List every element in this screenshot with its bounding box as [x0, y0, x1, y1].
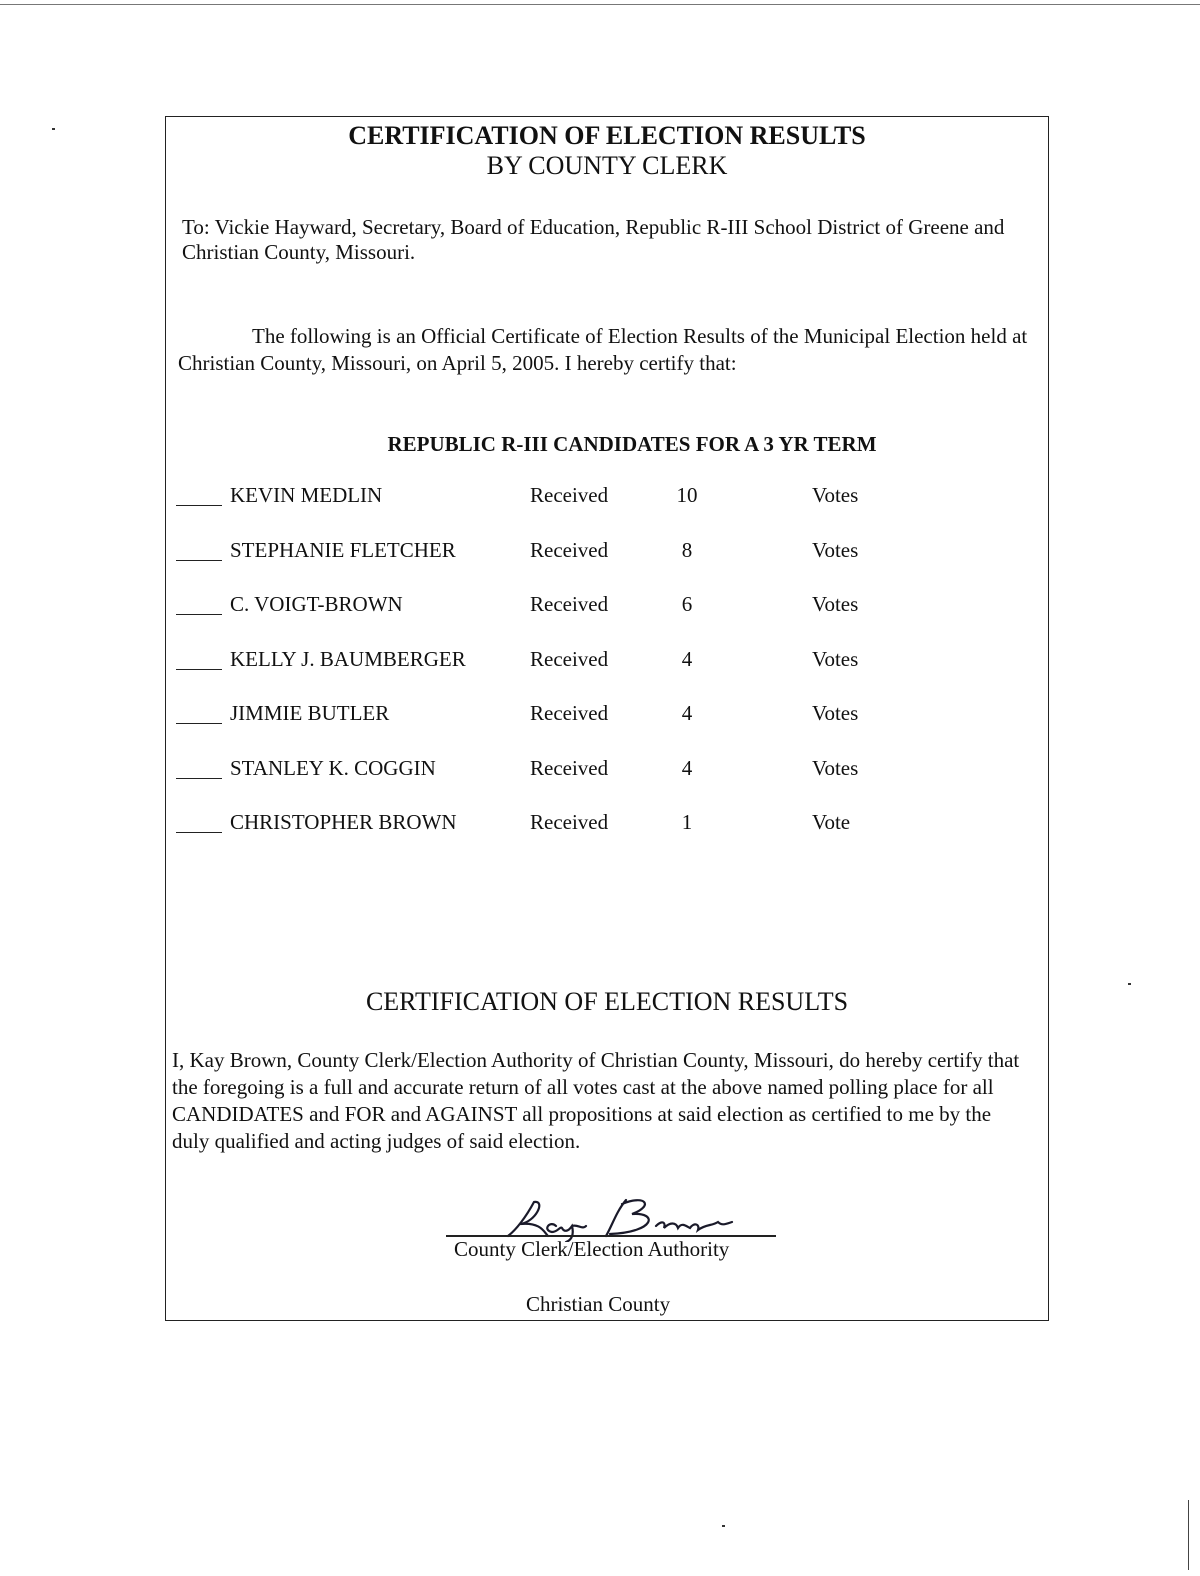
section-heading: REPUBLIC R-III CANDIDATES FOR A 3 YR TERM — [387, 432, 877, 456]
vote-unit: Votes — [812, 483, 859, 507]
vote-count: 4 — [681, 701, 693, 725]
vote-unit: Votes — [812, 646, 859, 671]
vote-count: 8 — [681, 537, 693, 562]
signature-caption: County Clerk/Election Authority — [454, 1237, 730, 1261]
candidate-name: CHRISTOPHER BROWN — [230, 810, 457, 834]
document-title: CERTIFICATION OF ELECTION RESULTS — [348, 121, 866, 150]
scan-speck — [722, 1525, 725, 1527]
received-label: Received — [530, 592, 609, 616]
check-blank — [176, 592, 222, 615]
certification-body: I, Kay Brown, County Clerk/Election Authority of Christian County, Missouri, do hereby certify that the foregoing is a full and accurate return of all votes cast at the above named polling place for all CANDIDATES and FOR and AGAINST all propositions at said election as certified to me by the duly qualified and acting judges of said election. — [172, 1048, 1020, 1153]
right-edge-mark — [1188, 1500, 1189, 1570]
addressee: To: Vickie Hayward, Secretary, Board of Education, Republic R-III School District of Greene and Christian County, Missouri. — [182, 215, 1005, 264]
candidate-row — [176, 756, 1036, 811]
received-label: Received — [530, 701, 609, 725]
check-blank — [176, 701, 222, 724]
vote-count: 1 — [681, 810, 693, 834]
candidate-name: C. VOIGT-BROWN — [230, 592, 403, 616]
top-border-line — [0, 4, 1200, 5]
vote-unit: Votes — [812, 755, 859, 780]
candidate-row — [176, 483, 1036, 538]
vote-unit: Vote — [812, 810, 851, 834]
check-blank — [176, 647, 222, 670]
vote-count: 4 — [681, 755, 693, 780]
vote-count: 4 — [681, 646, 693, 671]
received-label: Received — [530, 755, 609, 780]
check-blank — [176, 483, 222, 506]
county-name: Christian County — [526, 1292, 671, 1316]
document-subtitle: BY COUNTY CLERK — [486, 151, 728, 180]
vote-count: 10 — [676, 483, 698, 507]
check-blank — [176, 538, 222, 561]
scan-speck — [52, 128, 55, 130]
intro-paragraph: The following is an Official Certificate of Election Results of the Municipal Election held at Christian County, Missouri, on April 5, 2005. I hereby certify that: — [178, 324, 1028, 375]
candidate-list — [176, 483, 1036, 865]
certification-heading: CERTIFICATION OF ELECTION RESULTS — [365, 987, 849, 1016]
candidate-name: KELLY J. BAUMBERGER — [230, 646, 466, 671]
certificate-box — [165, 116, 1049, 1321]
vote-unit: Votes — [812, 701, 859, 725]
candidate-name: STEPHANIE FLETCHER — [230, 537, 456, 562]
candidate-row — [176, 810, 1036, 865]
candidate-row — [176, 538, 1036, 593]
received-label: Received — [530, 646, 609, 671]
check-blank — [176, 756, 222, 779]
check-blank — [176, 810, 222, 833]
received-label: Received — [530, 483, 609, 507]
vote-count: 6 — [681, 592, 693, 616]
candidate-name: STANLEY K. COGGIN — [230, 755, 436, 780]
candidate-row — [176, 701, 1036, 756]
received-label: Received — [530, 810, 609, 834]
scan-speck — [1128, 983, 1131, 985]
vote-unit: Votes — [812, 537, 859, 562]
candidate-name: JIMMIE BUTLER — [230, 701, 390, 725]
received-label: Received — [530, 537, 609, 562]
vote-unit: Votes — [812, 592, 859, 616]
candidate-name: KEVIN MEDLIN — [230, 483, 383, 507]
candidate-row — [176, 592, 1036, 647]
candidate-row — [176, 647, 1036, 702]
